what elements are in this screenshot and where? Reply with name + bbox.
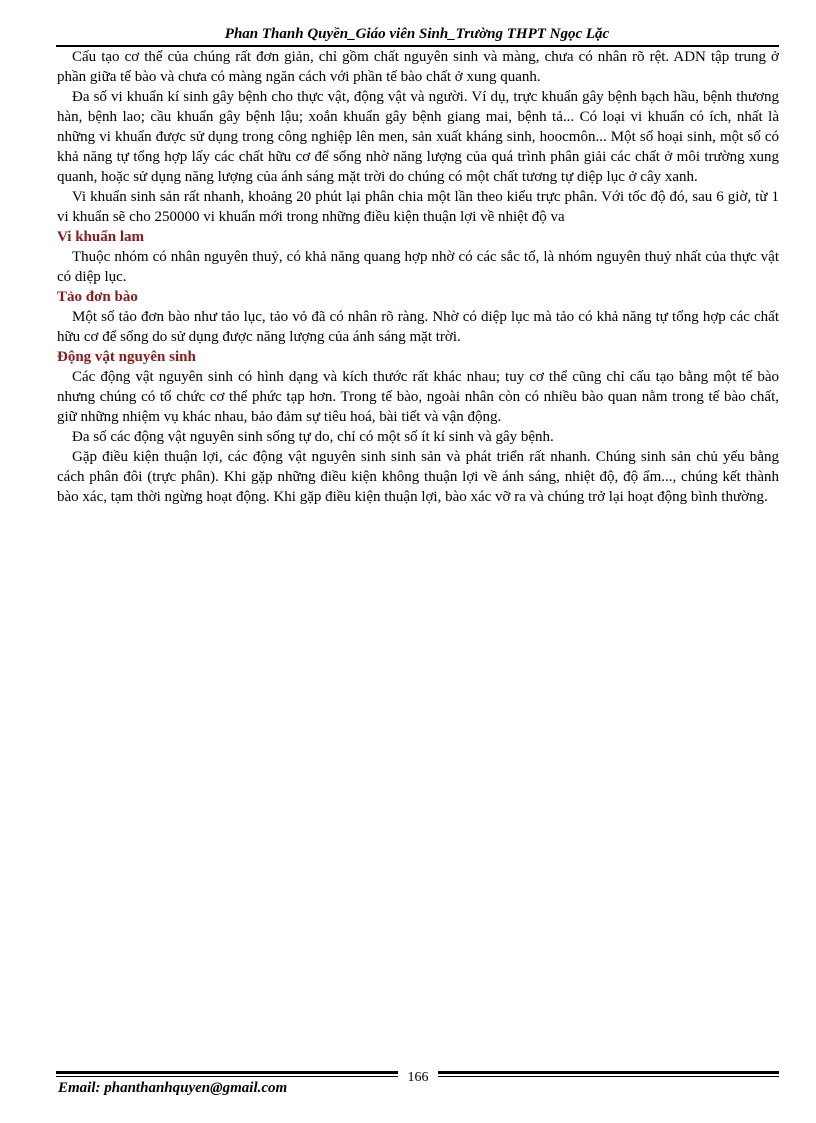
page-header-title: Phan Thanh Quyền_Giáo viên Sinh_Trường THPT Ngọc Lặc — [224, 26, 610, 42]
heading-cyanobacteria: Vi khuẩn lam — [57, 229, 144, 245]
paragraph-bacteria-reproduction: Vi khuẩn sinh sản rất nhanh, khoảng 20 phút lại phân chia một lần theo kiểu trực phân. Với tốc độ đó, sau 6 giờ, từ 1 vi khuẩn sẽ cho 250000 vi khuẩn mới trong những điều kiện thuận lợi về nhiệt độ va — [57, 189, 779, 225]
paragraph-protozoa-lifestyle: Đa số các động vật nguyên sinh sống tự do, chỉ có một số ít kí sinh và gây bệnh. — [72, 429, 554, 445]
paragraph-bacteria-structure: Cấu tạo cơ thể của chúng rất đơn giản, chỉ gồm chất nguyên sinh và màng, chưa có nhân rõ rệt. ADN tập trung ở phần giữa tế bào và chưa có màng ngăn cách với phần tế bào chất ở xung quanh. — [57, 49, 779, 85]
footer-email: Email: phanthanhquyen@gmail.com — [58, 1080, 288, 1096]
paragraph-cyanobacteria: Thuộc nhóm có nhân nguyên thuỷ, có khả năng quang hợp nhờ có các sắc tố, là nhóm nguyên thuỷ nhất của thực vật có diệp lục. — [57, 249, 779, 285]
paragraph-unicellular-algae: Một số tảo đơn bào như tảo lục, tảo vỏ đã có nhân rõ ràng. Nhờ có diệp lục mà tảo có khả năng tự tổng hợp các chất hữu cơ để sống do sử dụng được năng lượng của ánh sáng mặt trời. — [57, 309, 779, 345]
page-body — [57, 47, 779, 507]
heading-protozoa: Động vật nguyên sinh — [57, 349, 196, 365]
heading-unicellular-algae: Tảo đơn bào — [57, 289, 138, 305]
paragraph-protozoa-structure: Các động vật nguyên sinh có hình dạng và kích thước rất khác nhau; tuy cơ thể cũng chỉ cấu tạo bằng một tế bào nhưng chúng có tổ chức cơ thể phức tạp hơn. Trong tế bào, ngoài nhân còn có nhiều bào quan nằm trong tế bào chất, giữ những nhiệm vụ khác nhau, bảo đảm sự tiêu hoá, bài tiết và vận động. — [57, 369, 779, 425]
page-number: 166 — [398, 1071, 438, 1085]
paragraph-protozoa-reproduction: Gặp điều kiện thuận lợi, các động vật nguyên sinh sinh sản và phát triển rất nhanh. Chúng sinh sản chủ yếu bằng cách phân đôi (trực phân). Khi gặp những điều kiện không thuận lợi về ánh sáng, nhiệt độ, độ ẩm..., chúng kết thành bào xác, tạm thời ngừng hoạt động. Khi gặp điều kiện thuận lợi, bào xác vỡ ra và chúng trở lại hoạt động bình thường. — [57, 449, 779, 505]
paragraph-bacteria-parasites: Đa số vi khuẩn kí sinh gây bệnh cho thực vật, động vật và người. Ví dụ, trực khuẩn gây bệnh bạch hầu, bệnh thương hàn, bệnh lao; cầu khuẩn gây bệnh lậu; xoắn khuẩn gây bệnh giang mai, bệnh tả... Có loại vi khuẩn có ích, nhất là những vi khuẩn được sử dụng trong công nghiệp lên men, sản xuất kháng sinh, hoocmôn... Một số hoại sinh, một số có khả năng tự tổng hợp lấy các chất hữu cơ để sống nhờ năng lượng của quá trình phân giải các chất ở môi trường xung quanh, hoặc sử dụng năng lượng của ánh sáng mặt trời do chúng có một chất tương tự diệp lục ở cây xanh. — [57, 89, 779, 185]
